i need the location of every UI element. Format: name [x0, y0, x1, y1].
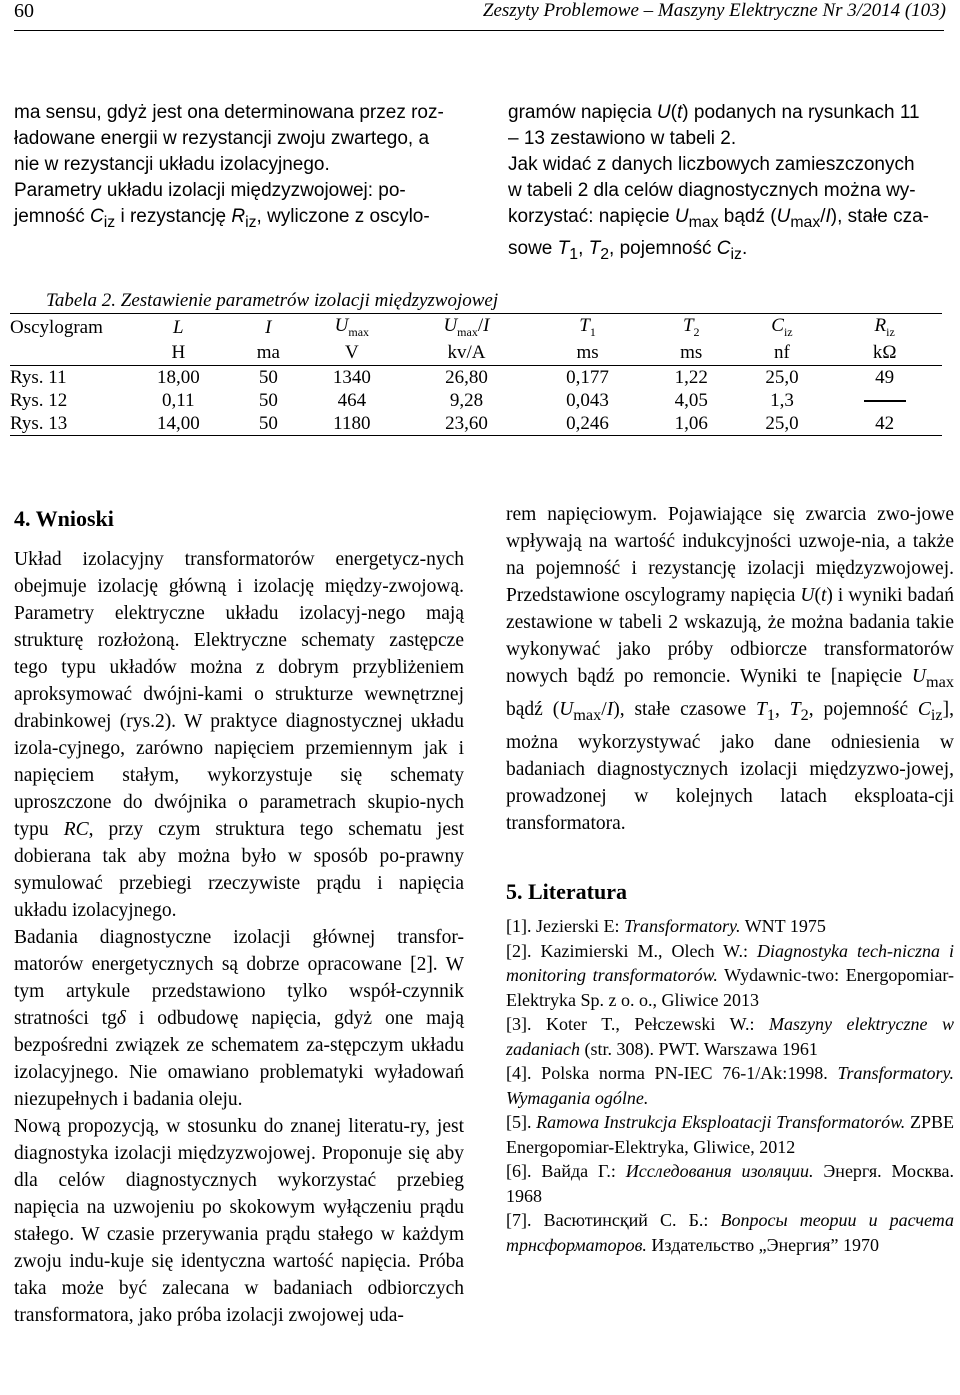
table-cell: 25,0	[765, 366, 799, 388]
table-cell	[827, 389, 942, 412]
table-cell: 50	[237, 412, 300, 436]
row-label: Rys. 12	[10, 389, 68, 411]
units-cell: ms	[646, 341, 737, 366]
header-cell: $T_1$	[529, 314, 646, 342]
reference-item: [1]. Jezierski E: Transformatory. WNT 1975	[506, 916, 826, 936]
table-row	[10, 389, 942, 412]
reference-item: [6]. Вайда Г.: Исследования изоляции. Энергя. Москва. 1968	[506, 1161, 954, 1206]
header-cell: I	[237, 314, 300, 342]
text-line: – 13 zestawiono w tabeli 2.	[508, 128, 737, 149]
page-number: 60	[14, 0, 34, 22]
table-cell: 0,177	[566, 366, 609, 388]
table-cell: 0,11	[162, 389, 195, 411]
text-line: sowe $T_1$, $T_2$, pojemność $C_{iz}$.	[508, 237, 748, 263]
table-units-row	[10, 341, 942, 366]
table-cell: 50	[258, 389, 278, 411]
parameters-table	[10, 313, 942, 436]
paragraph: Badania diagnostyczne izolacji głównej transfor-matorów energetycznych są dobrze opracowane [2]. W tym artykule przedstawiono tylko współ-czynnik stratności tgδ i odbudowę napięcia, gdyż one mają bezpośredni związek ze schematem za-stępczym układu izolacyjnego. Nie omawiano problematyki wyładowań niezupełnych i badania oleju.	[14, 927, 464, 1110]
paragraph: Układ izolacyjny transformatorów energetycz-nych obejmuje izolację główną i izolację między-zwojową. Parametry elektryczne układu izolacyj-nego mają strukturę rozłożoną. Elektryczne schematy zastępcze tego typu układów można z dobrym przybliżeniem aproksymować dwójni-kami o strukturze wewnętrznej drabinkowej (rys.2). W praktyce diagnostycznej układu izola-cyjnego, zarówno napięciem przemiennym jak i napięciem stałym, wykorzystuje się schematy uproszczone do dwójnika o parametrach skupio-nych typu RC, przy czym struktura tego schematu jest dobierana tak aby można było w sposób po-prawny symulować przebiegi rzeczywiste prądu i napięcia układu izolacyjnego.	[14, 549, 465, 921]
units-cell: V	[300, 341, 404, 366]
reference-item: [2]. Kazimierski M., Olech W.: Diagnostyka tech-niczna i monitoring transformatorów. Wydawnic-two: Energopomiar-Elektryka Sp. z o. o., Gliwice 2013	[506, 940, 954, 1010]
header-rule	[14, 30, 944, 31]
reference-item: [5]. Ramowa Instrukcja Eksploatacji Transformatorów. ZPBE Energopomiar-Elektryka, Gliwice, 2012	[506, 1112, 954, 1157]
row-label: Rys. 11	[10, 366, 67, 388]
header-cell: Oscylogram	[10, 314, 120, 342]
text-line: gramów napięcia U(t) podanych na rysunkach 11	[508, 102, 920, 123]
table-row	[10, 412, 942, 436]
page-header	[14, 0, 946, 34]
text-line: Jak widać z danych liczbowych zamieszczonych	[508, 154, 915, 175]
table-cell: 9,28	[449, 389, 484, 411]
references-list	[506, 914, 954, 1257]
text-line: Parametry układu izolacji międzyzwojowej: po-	[14, 180, 406, 201]
table-cell: 0,246	[529, 412, 646, 436]
table-cell: 1,06	[646, 412, 737, 436]
table-cell: 23,60	[404, 412, 530, 436]
units-cell: nf	[737, 341, 828, 366]
text-line: ma sensu, gdyż jest ona determinowana przez roz-	[14, 102, 444, 123]
units-cell	[10, 341, 120, 366]
table-cell: 1,3	[770, 389, 794, 411]
paragraph: rem napięciowym. Pojawiające się zwarcia zwo-jowe wpływają na wartość indukcyjności uzwoje-nia, a także na pojemność i rezystancję izolacji międzyzwojowej. Przedstawione oscylogramy napięcia U(t) i wyniki badań zestawione w tabeli 2 wskazują, że można badania takie wykonywać jako próby odbiorcze transformatorów nowych bądź po remoncie. Wyniki te [napięcie $U_{max}$ bądź $(U_{max}/I)$, stałe czasowe $T_1$, $T_2$, pojemność $C_{iz}$], można wykorzystywać jako dane odniesienia w badaniach diagnostycznych izolacji międzyzwo-jowej, prowadzonej w kolejnych latach eksploata-cji transformatora.	[506, 504, 955, 834]
table-cell: 25,0	[737, 412, 828, 436]
conclusions-right-column	[506, 501, 954, 837]
header-cell: $U_{max}$	[300, 314, 404, 342]
table-cell: 1180	[300, 412, 404, 436]
row-label: Rys. 13	[10, 412, 120, 436]
text-line: korzystać: napięcie $U_{max}$ bądź $(U_{max}/I)$, stałe cza-	[508, 206, 929, 231]
table-cell: 50	[258, 366, 278, 388]
table-row	[10, 366, 942, 390]
text-line: w tabeli 2 dla celów diagnostycznych można wy-	[508, 180, 916, 201]
table-cell: 18,00	[156, 366, 200, 388]
dash-mark	[864, 400, 906, 402]
journal-title: Zeszyty Problemowe – Maszyny Elektryczne Nr 3/2014 (103)	[482, 0, 946, 21]
table-cell: 0,043	[566, 389, 609, 411]
text-line: ładowane energii w rezystancji zwoju zwartego, a	[14, 128, 430, 149]
table-header-row	[10, 314, 942, 342]
reference-item: [4]. Polska norma PN-IEC 76-1/Ak:1998. Transformatory. Wymagania ogólne.	[506, 1063, 954, 1108]
reference-item: [3]. Koter T., Pełczewski W.: Maszyny elektryczne w zadaniach (str. 308). PWT. Warszawa 1961	[506, 1014, 954, 1059]
text-line: jemność $C_{iz}$ i rezystancję $R_{iz}$, wyliczone z oscylo-	[14, 206, 430, 231]
table-cell: 26,80	[445, 366, 488, 388]
units-cell: ma	[237, 341, 300, 366]
units-cell: kv/A	[404, 341, 530, 366]
table-cell: 1,22	[674, 366, 708, 388]
top-right-column	[508, 100, 954, 268]
reference-item: [7]. Васютинсқий С. Б.: Вопросы теории и расчета трнсформаторов. Издательство „Энергия” 1970	[506, 1210, 954, 1255]
table-cell: 4,05	[674, 389, 708, 411]
header-cell: $R_{iz}$	[827, 314, 942, 342]
table-cell: 1340	[332, 366, 371, 388]
section-title: 5. Literatura	[506, 879, 627, 904]
table-cell: 14,00	[120, 412, 237, 436]
header-cell: $U_{max}/I$	[404, 314, 530, 342]
table-caption: Tabela 2. Zestawienie parametrów izolacji międzyzwojowej	[46, 290, 499, 311]
header-cell: $T_2$	[646, 314, 737, 342]
table-cell: 42	[827, 412, 942, 436]
conclusions-left-column	[14, 504, 464, 1329]
table-cell: 49	[875, 366, 895, 388]
table-cell: 464	[337, 389, 367, 411]
text-line: nie w rezystancji układu izolacyjnego.	[14, 154, 330, 175]
units-cell: H	[120, 341, 237, 366]
header-cell: L	[120, 314, 237, 342]
units-cell: kΩ	[827, 341, 942, 366]
section-title: 4. Wnioski	[14, 506, 114, 531]
paragraph: Nową propozycją, w stosunku do znanej literatu-ry, jest diagnostyka izolacji międzyzwojowej. Proponuje się aby dla celów diagnostycznych wykorzystać przebieg napięcia na uzwojeniu po skokowym wyłączeniu prądu stałego. W czasie przerywania prądu stałego w każdym zwoju indu-kuje się identyczna wartość napięcia. Próba taka może być zalecana w badaniach odbiorczych transformatora, jako próba izolacji zwojowej uda-	[14, 1116, 464, 1326]
units-cell: ms	[529, 341, 646, 366]
top-left-column	[14, 100, 460, 236]
header-cell: $C_{iz}$	[737, 314, 828, 342]
